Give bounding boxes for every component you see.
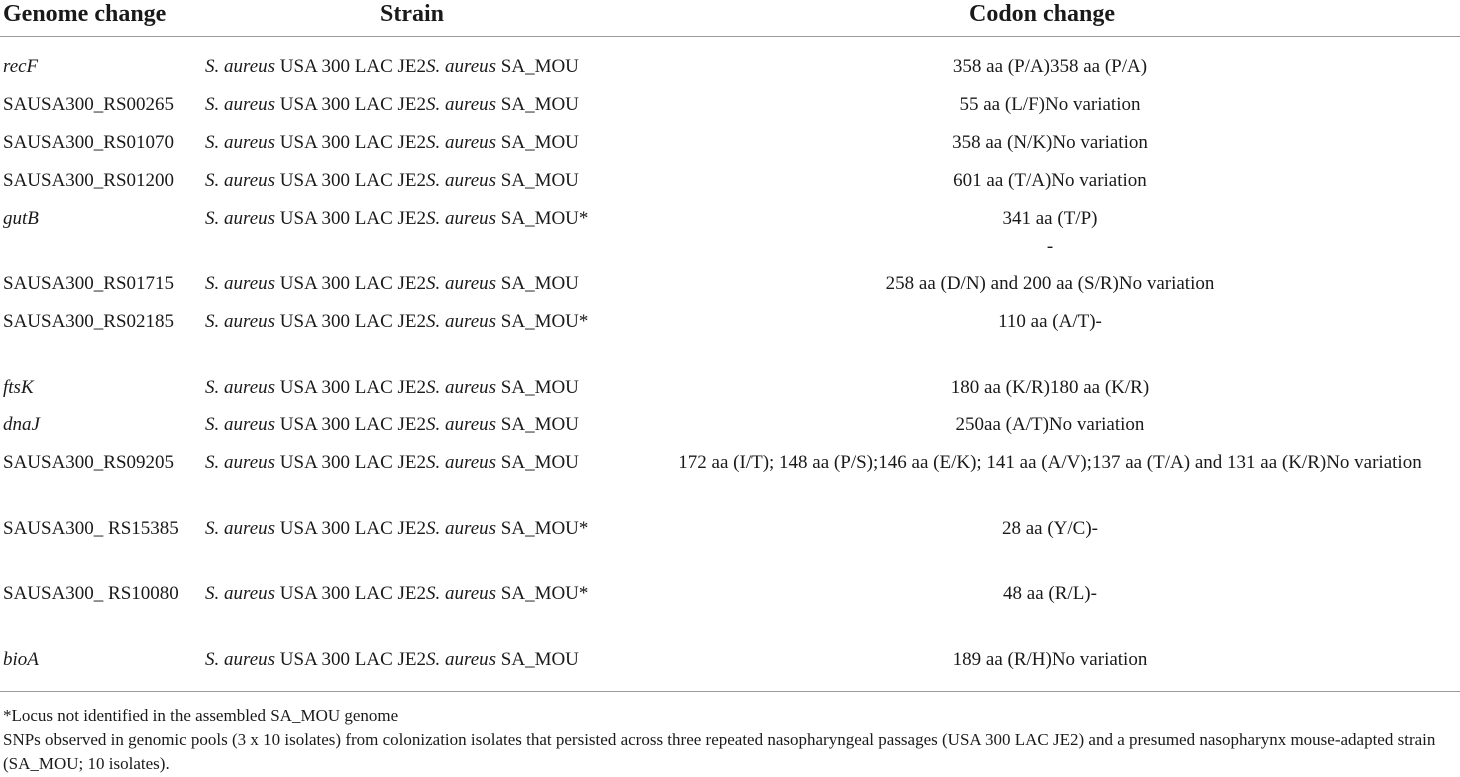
- strain-name-1: USA 300 LAC JE2: [275, 132, 426, 153]
- strain-species-2: S. aureus: [426, 583, 497, 604]
- strain-species-1: S. aureus: [205, 649, 276, 670]
- strain-name-2: SA_MOU: [496, 56, 579, 77]
- strain-cell: [205, 646, 630, 674]
- codon-change-text: 258 aa (D/N) and 200 aa (S/R)No variation: [885, 273, 1215, 294]
- codon-change-cell: [660, 91, 1440, 119]
- strain-species-2: S. aureus: [426, 132, 497, 153]
- codon-change-cell: [660, 580, 1440, 608]
- genome-change-cell: SAUSA300_ RS15385: [3, 518, 179, 539]
- codon-change-text: 180 aa (K/R)180 aa (K/R): [950, 377, 1150, 398]
- codon-change-cell: [660, 53, 1440, 81]
- codon-change-cell: [660, 515, 1440, 543]
- codon-change-text: 172 aa (I/T); 148 aa (P/S);146 aa (E/K); 141 aa (A/V);137 aa (T/A) and 131 aa (K/R)No variation: [678, 452, 1422, 473]
- strain-name-2: SA_MOU: [496, 170, 579, 191]
- codon-change-text-2: -: [1046, 236, 1054, 257]
- genome-change-cell: SAUSA300_RS01070: [3, 132, 175, 153]
- strain-name-2: SA_MOU: [496, 132, 579, 153]
- strain-name-1: USA 300 LAC JE2: [275, 311, 426, 332]
- strain-name-1: USA 300 LAC JE2: [275, 208, 426, 229]
- footer-divider: [0, 691, 1460, 692]
- codon-change-text: 341 aa (T/P): [1002, 208, 1098, 229]
- genome-change-cell: dnaJ: [3, 414, 40, 435]
- strain-species-1: S. aureus: [205, 132, 276, 153]
- strain-name-1: USA 300 LAC JE2: [275, 170, 426, 191]
- strain-species-2: S. aureus: [426, 414, 497, 435]
- strain-name-2: SA_MOU*: [496, 518, 589, 539]
- codon-change-cell: [660, 129, 1440, 157]
- codon-change-text: 601 aa (T/A)No variation: [953, 170, 1147, 191]
- strain-species-1: S. aureus: [205, 377, 276, 398]
- header-codon-change: Codon change: [969, 1, 1116, 27]
- genome-change-cell: ftsK: [3, 377, 34, 398]
- strain-cell: [205, 449, 630, 477]
- strain-cell: [205, 53, 630, 81]
- strain-species-1: S. aureus: [205, 452, 276, 473]
- strain-name-1: USA 300 LAC JE2: [275, 649, 426, 670]
- genome-change-cell: bioA: [3, 649, 39, 670]
- strain-name-1: USA 300 LAC JE2: [275, 452, 426, 473]
- strain-name-2: SA_MOU: [496, 414, 579, 435]
- codon-change-cell: [660, 411, 1440, 439]
- codon-change-cell: [660, 205, 1440, 261]
- strain-name-2: SA_MOU*: [496, 311, 589, 332]
- strain-cell: [205, 129, 630, 157]
- genome-change-cell: SAUSA300_RS01715: [3, 273, 175, 294]
- strain-name-2: SA_MOU: [496, 649, 579, 670]
- strain-species-1: S. aureus: [205, 94, 276, 115]
- header-divider: [0, 36, 1460, 37]
- strain-species-2: S. aureus: [426, 649, 497, 670]
- strain-species-2: S. aureus: [426, 273, 497, 294]
- genome-change-cell: SAUSA300_RS09205: [3, 452, 175, 473]
- strain-name-2: SA_MOU: [496, 94, 579, 115]
- genome-change-cell: SAUSA300_RS00265: [3, 94, 175, 115]
- strain-name-2: SA_MOU: [496, 452, 579, 473]
- genome-change-cell: gutB: [3, 208, 39, 229]
- strain-species-1: S. aureus: [205, 56, 276, 77]
- footnote-snps: SNPs observed in genomic pools (3 x 10 isolates) from colonization isolates that persisted across three repeated nasopharyngeal passages (USA 300 LAC JE2) and a presumed nasopharynx mouse-adapted strain (SA_MOU; 10 isolates).: [3, 730, 1436, 773]
- strain-name-1: USA 300 LAC JE2: [275, 414, 426, 435]
- strain-species-2: S. aureus: [426, 170, 497, 191]
- strain-species-1: S. aureus: [205, 311, 276, 332]
- strain-species-2: S. aureus: [426, 452, 497, 473]
- strain-cell: [205, 374, 630, 402]
- strain-name-2: SA_MOU*: [496, 208, 589, 229]
- genome-change-cell: SAUSA300_RS01200: [3, 170, 175, 191]
- strain-cell: [205, 411, 630, 439]
- header-genome-change: Genome change: [3, 1, 167, 27]
- codon-change-text: 189 aa (R/H)No variation: [952, 649, 1148, 670]
- strain-species-1: S. aureus: [205, 414, 276, 435]
- strain-species-1: S. aureus: [205, 273, 276, 294]
- strain-name-1: USA 300 LAC JE2: [275, 56, 426, 77]
- strain-cell: [205, 205, 630, 233]
- codon-change-text: 358 aa (P/A)358 aa (P/A): [952, 56, 1148, 77]
- codon-change-cell: [660, 374, 1440, 402]
- genome-change-cell: SAUSA300_RS02185: [3, 311, 175, 332]
- codon-change-text: 28 aa (Y/C)-: [1001, 518, 1099, 539]
- strain-name-1: USA 300 LAC JE2: [275, 94, 426, 115]
- strain-species-2: S. aureus: [426, 311, 497, 332]
- strain-name-1: USA 300 LAC JE2: [275, 273, 426, 294]
- strain-species-2: S. aureus: [426, 377, 497, 398]
- strain-name-2: SA_MOU*: [496, 583, 589, 604]
- strain-cell: [205, 91, 630, 119]
- codon-change-text: 110 aa (A/T)-: [998, 311, 1102, 332]
- strain-cell: [205, 515, 630, 543]
- strain-species-2: S. aureus: [426, 56, 497, 77]
- strain-species-2: S. aureus: [426, 208, 497, 229]
- strain-species-2: S. aureus: [426, 94, 497, 115]
- codon-change-cell: [660, 646, 1440, 674]
- strain-species-2: S. aureus: [426, 518, 497, 539]
- codon-change-text: 358 aa (N/K)No variation: [952, 132, 1148, 153]
- codon-change-text: 48 aa (R/L)-: [1003, 583, 1097, 604]
- codon-change-text: 250aa (A/T)No variation: [955, 414, 1145, 435]
- strain-species-1: S. aureus: [205, 170, 276, 191]
- codon-change-cell: [660, 270, 1440, 298]
- strain-name-2: SA_MOU: [496, 377, 579, 398]
- strain-name-1: USA 300 LAC JE2: [275, 583, 426, 604]
- codon-change-cell: [660, 308, 1440, 336]
- genome-change-cell: recF: [3, 56, 39, 77]
- strain-cell: [205, 270, 630, 298]
- strain-name-2: SA_MOU: [496, 273, 579, 294]
- codon-change-cell: [660, 449, 1440, 477]
- strain-species-1: S. aureus: [205, 518, 276, 539]
- footnote-locus: *Locus not identified in the assembled SA_MOU genome: [3, 706, 399, 725]
- strain-name-1: USA 300 LAC JE2: [275, 518, 426, 539]
- header-strain: Strain: [380, 1, 445, 27]
- strain-cell: [205, 167, 630, 195]
- genome-change-cell: SAUSA300_ RS10080: [3, 583, 179, 604]
- codon-change-text: 55 aa (L/F)No variation: [959, 94, 1141, 115]
- strain-cell: [205, 308, 630, 336]
- strain-species-1: S. aureus: [205, 583, 276, 604]
- codon-change-cell: [660, 167, 1440, 195]
- strain-name-1: USA 300 LAC JE2: [275, 377, 426, 398]
- strain-cell: [205, 580, 630, 608]
- strain-species-1: S. aureus: [205, 208, 276, 229]
